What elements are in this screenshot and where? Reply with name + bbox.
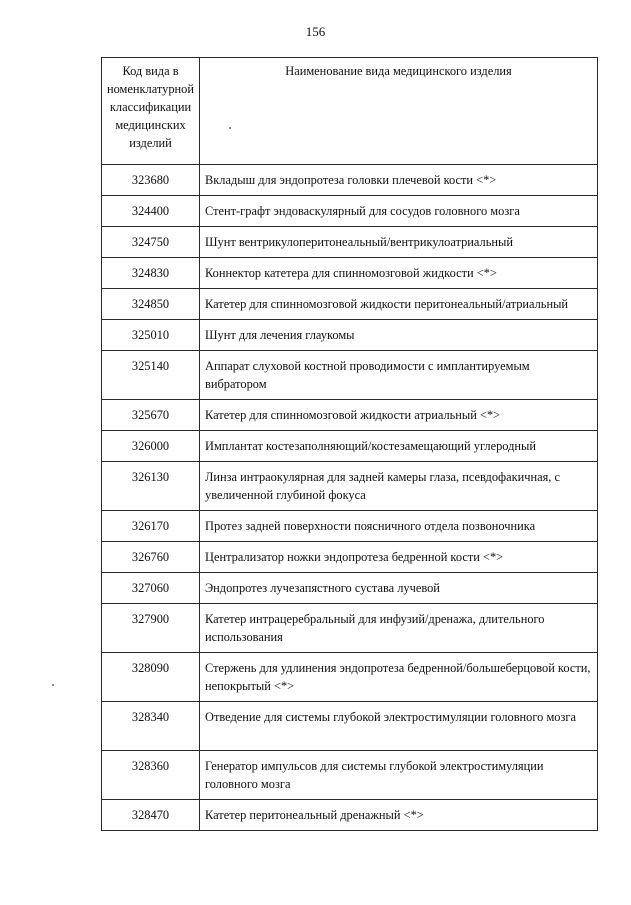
device-name: Шунт для лечения глаукомы xyxy=(200,320,598,351)
device-code: 325670 xyxy=(102,400,200,431)
table-row xyxy=(102,462,598,511)
table-row xyxy=(102,165,598,196)
device-code: 328340 xyxy=(102,702,200,751)
device-name: Централизатор ножки эндопротеза бедренной кости <*> xyxy=(200,542,598,573)
device-name: Имплантат костезаполняющий/костезамещающий углеродный xyxy=(200,431,598,462)
table-row xyxy=(102,573,598,604)
device-name: Протез задней поверхности поясничного отдела позвоночника xyxy=(200,511,598,542)
device-name: Коннектор катетера для спинномозговой жидкости <*> xyxy=(200,258,598,289)
device-name: Шунт вентрикулоперитонеальный/вентрикулоатриальный xyxy=(200,227,598,258)
device-name: Генератор импульсов для системы глубокой электростимуляции головного мозга xyxy=(200,751,598,800)
page-number: 156 xyxy=(305,24,326,39)
device-code: 327900 xyxy=(102,604,200,653)
table-row xyxy=(102,227,598,258)
table-row xyxy=(102,800,598,831)
table-row xyxy=(102,196,598,227)
device-code: 327060 xyxy=(102,573,200,604)
code-column-header: Код вида в номенклатурной классификации медицинских изделий xyxy=(102,58,200,165)
device-code: 325010 xyxy=(102,320,200,351)
table-header-row xyxy=(102,58,598,165)
device-name: Аппарат слуховой костной проводимости с имплантируемым вибратором xyxy=(200,351,598,400)
table-row xyxy=(102,653,598,702)
table-row xyxy=(102,511,598,542)
medical-device-table xyxy=(101,57,598,831)
device-code: 324830 xyxy=(102,258,200,289)
table-row xyxy=(102,400,598,431)
table-row xyxy=(102,258,598,289)
device-code: 326170 xyxy=(102,511,200,542)
device-code: 326130 xyxy=(102,462,200,511)
device-code: 325140 xyxy=(102,351,200,400)
scan-speck xyxy=(229,127,231,129)
table-row xyxy=(102,431,598,462)
device-name: Катетер для спинномозговой жидкости перитонеальный/атриальный xyxy=(200,289,598,320)
device-name: Катетер интрацеребральный для инфузий/дренажа, длительного использования xyxy=(200,604,598,653)
device-code: 324400 xyxy=(102,196,200,227)
device-code: 324850 xyxy=(102,289,200,320)
table-row xyxy=(102,289,598,320)
device-name: Линза интраокулярная для задней камеры глаза, псевдофакичная, с увеличенной глубиной фокуса xyxy=(200,462,598,511)
name-column-header: Наименование вида медицинского изделия xyxy=(200,58,598,165)
device-code: 328470 xyxy=(102,800,200,831)
device-name: Отведение для системы глубокой электростимуляции головного мозга xyxy=(200,702,598,751)
device-name: Катетер перитонеальный дренажный <*> xyxy=(200,800,598,831)
table-row xyxy=(102,320,598,351)
device-name: Стент-графт эндоваскулярный для сосудов головного мозга xyxy=(200,196,598,227)
device-name: Катетер для спинномозговой жидкости атриальный <*> xyxy=(200,400,598,431)
table-row xyxy=(102,351,598,400)
device-code: 324750 xyxy=(102,227,200,258)
device-code: 326000 xyxy=(102,431,200,462)
device-code: 328090 xyxy=(102,653,200,702)
device-name: Стержень для удлинения эндопротеза бедренной/большеберцовой кости, непокрытый <*> xyxy=(200,653,598,702)
device-name: Вкладыш для эндопротеза головки плечевой кости <*> xyxy=(200,165,598,196)
device-code: 328360 xyxy=(102,751,200,800)
scan-speck xyxy=(52,684,54,686)
device-name: Эндопротез лучезапястного сустава лучевой xyxy=(200,573,598,604)
table-row xyxy=(102,542,598,573)
table-row xyxy=(102,751,598,800)
device-code: 323680 xyxy=(102,165,200,196)
table-row xyxy=(102,702,598,751)
table-row xyxy=(102,604,598,653)
device-code: 326760 xyxy=(102,542,200,573)
